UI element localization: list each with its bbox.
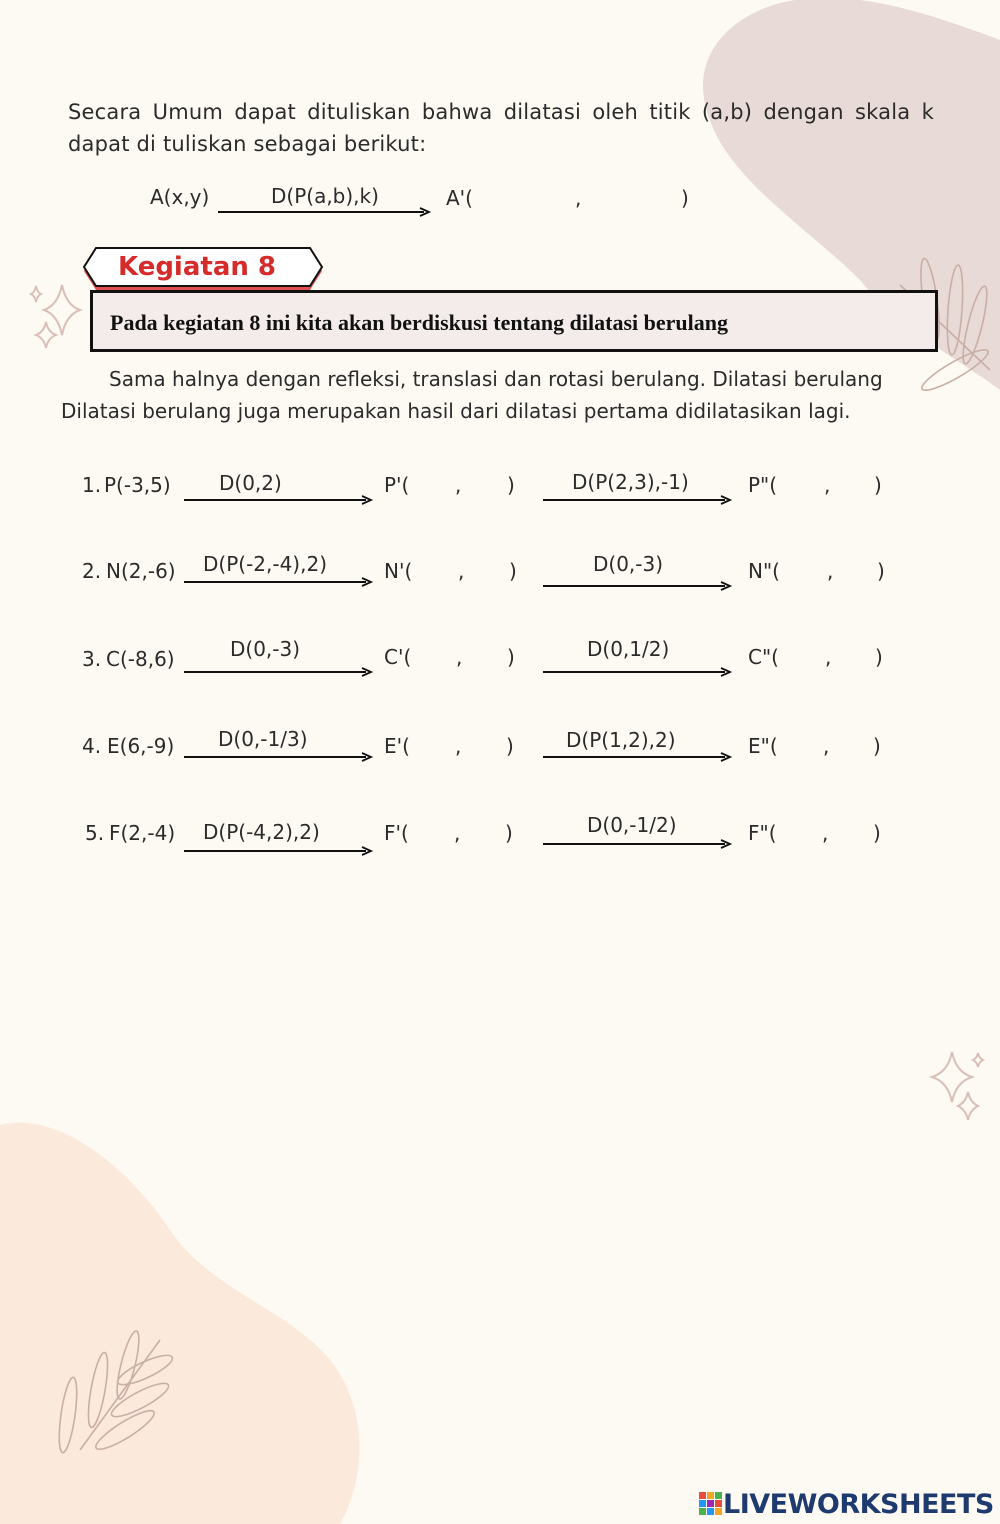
exercise-comma: , — [825, 645, 832, 669]
exercise-close: ) — [875, 645, 883, 669]
arrow-1 — [182, 576, 374, 588]
sparkle-left — [31, 285, 80, 348]
bottom-left-blob — [0, 1123, 359, 1524]
answer-image-1-x[interactable] — [414, 474, 454, 498]
exercise-close: ) — [507, 473, 515, 497]
exercise-dilation-1: D(0,-1/3) — [218, 727, 308, 751]
exercise-image-2-open: C"( — [748, 645, 779, 669]
exercise-image-2-open: N"( — [748, 559, 780, 583]
exercise-dilation-1: D(0,-3) — [230, 637, 301, 661]
liveworksheets-logo-icon — [699, 1492, 723, 1516]
answer-image-2-x[interactable] — [782, 822, 822, 846]
exercise-close: ) — [509, 559, 517, 583]
exercise-dilation-2: D(0,-3) — [593, 552, 664, 576]
exercise-comma: , — [455, 473, 462, 497]
arrow-1 — [182, 845, 374, 857]
exercise-comma: , — [822, 821, 829, 845]
exercise-comma: , — [458, 559, 465, 583]
exercise-start-point: E(6,-9) — [107, 734, 175, 758]
answer-image-2-y[interactable] — [834, 474, 874, 498]
answer-image-2-x[interactable] — [785, 560, 825, 584]
formula-answer-x[interactable] — [480, 186, 570, 212]
answer-image-2-x[interactable] — [783, 474, 823, 498]
answer-image-2-y[interactable] — [832, 822, 872, 846]
arrow-2 — [541, 580, 733, 592]
paragraph-line-2: Dilatasi berulang juga merupakan hasil dari dilatasi pertama didilatasikan lagi. — [61, 399, 851, 423]
exercise-image-1-open: N'( — [384, 559, 413, 583]
answer-image-1-y[interactable] — [464, 822, 504, 846]
exercise-number: 2. — [82, 559, 102, 583]
exercise-comma: , — [455, 734, 462, 758]
activity-tab-title: Kegiatan 8 — [118, 252, 277, 282]
arrow-1 — [182, 751, 374, 763]
answer-image-2-x[interactable] — [783, 735, 823, 759]
activity-description-box — [90, 290, 938, 352]
formula-result-close: ) — [681, 186, 689, 210]
sparkle-right — [932, 1052, 983, 1120]
arrow-2 — [541, 666, 733, 678]
exercise-image-1-open: P'( — [384, 473, 410, 497]
liveworksheets-logo — [699, 1487, 994, 1521]
answer-image-2-x[interactable] — [784, 646, 824, 670]
exercise-dilation-2: D(0,-1/2) — [587, 813, 677, 837]
formula-comma: , — [575, 186, 582, 210]
formula-arrow — [216, 206, 432, 218]
exercise-start-point: P(-3,5) — [104, 473, 171, 497]
arrow-1 — [182, 494, 374, 506]
exercise-number: 4. — [82, 734, 102, 758]
exercise-close: ) — [505, 821, 513, 845]
exercise-dilation-1: D(P(-4,2),2) — [203, 820, 320, 844]
exercise-image-2-open: E"( — [748, 734, 778, 758]
answer-image-2-y[interactable] — [836, 560, 876, 584]
exercise-dilation-2: D(0,1/2) — [587, 637, 670, 661]
exercise-image-2-open: P"( — [748, 473, 778, 497]
answer-image-2-y[interactable] — [835, 646, 875, 670]
exercise-image-1-open: E'( — [384, 734, 410, 758]
intro-text: Secara Umum dapat dituliskan bahwa dilatasi oleh titik (a,b) dengan skala k dapat di tuliskan sebagai berikut: — [68, 100, 934, 156]
answer-image-1-y[interactable] — [465, 646, 505, 670]
exercise-comma: , — [823, 734, 830, 758]
exercise-comma: , — [456, 645, 463, 669]
exercise-comma: , — [454, 821, 461, 845]
exercise-close: ) — [874, 473, 882, 497]
answer-image-1-x[interactable] — [416, 560, 456, 584]
exercise-number: 5. — [85, 821, 105, 845]
exercise-start-point: N(2,-6) — [106, 559, 176, 583]
formula-answer-y[interactable] — [590, 186, 680, 212]
exercise-comma: , — [827, 559, 834, 583]
exercise-comma: , — [824, 473, 831, 497]
formula-source: A(x,y) — [150, 185, 210, 209]
liveworksheets-logo-text: LIVEWORKSHEETS — [723, 1488, 994, 1520]
exercise-close: ) — [506, 734, 514, 758]
answer-image-1-x[interactable] — [412, 822, 452, 846]
exercise-close: ) — [873, 821, 881, 845]
answer-image-1-y[interactable] — [465, 735, 505, 759]
exercise-close: ) — [507, 645, 515, 669]
exercise-dilation-1: D(P(-2,-4),2) — [203, 552, 327, 576]
exercise-start-point: F(2,-4) — [109, 821, 176, 845]
answer-image-2-y[interactable] — [833, 735, 873, 759]
answer-image-1-y[interactable] — [467, 560, 507, 584]
exercise-image-1-open: F'( — [384, 821, 409, 845]
exercise-dilation-2: D(P(2,3),-1) — [572, 470, 689, 494]
exercise-number: 1. — [82, 473, 102, 497]
paragraph-line-1: Sama halnya dengan refleksi, translasi dan rotasi berulang. Dilatasi berulang — [109, 367, 883, 391]
exercise-start-point: C(-8,6) — [106, 647, 175, 671]
exercise-image-1-open: C'( — [384, 645, 412, 669]
answer-image-1-x[interactable] — [414, 735, 454, 759]
exercise-close: ) — [873, 734, 881, 758]
formula-result-open: A'( — [446, 186, 473, 210]
arrow-2 — [541, 751, 733, 763]
activity-tab — [82, 246, 324, 292]
exercise-close: ) — [877, 559, 885, 583]
arrow-2 — [541, 494, 733, 506]
exercise-dilation-2: D(P(1,2),2) — [566, 728, 676, 752]
exercise-number: 3. — [82, 647, 102, 671]
arrow-2 — [541, 838, 733, 850]
exercise-dilation-1: D(0,2) — [219, 471, 282, 495]
answer-image-1-x[interactable] — [414, 646, 454, 670]
arrow-1 — [182, 666, 374, 678]
exercise-image-2-open: F"( — [748, 821, 777, 845]
answer-image-1-y[interactable] — [465, 474, 505, 498]
formula-transform-label: D(P(a,b),k) — [271, 184, 379, 208]
activity-description: Pada kegiatan 8 ini kita akan berdiskusi tentang dilatasi berulang — [110, 310, 728, 335]
